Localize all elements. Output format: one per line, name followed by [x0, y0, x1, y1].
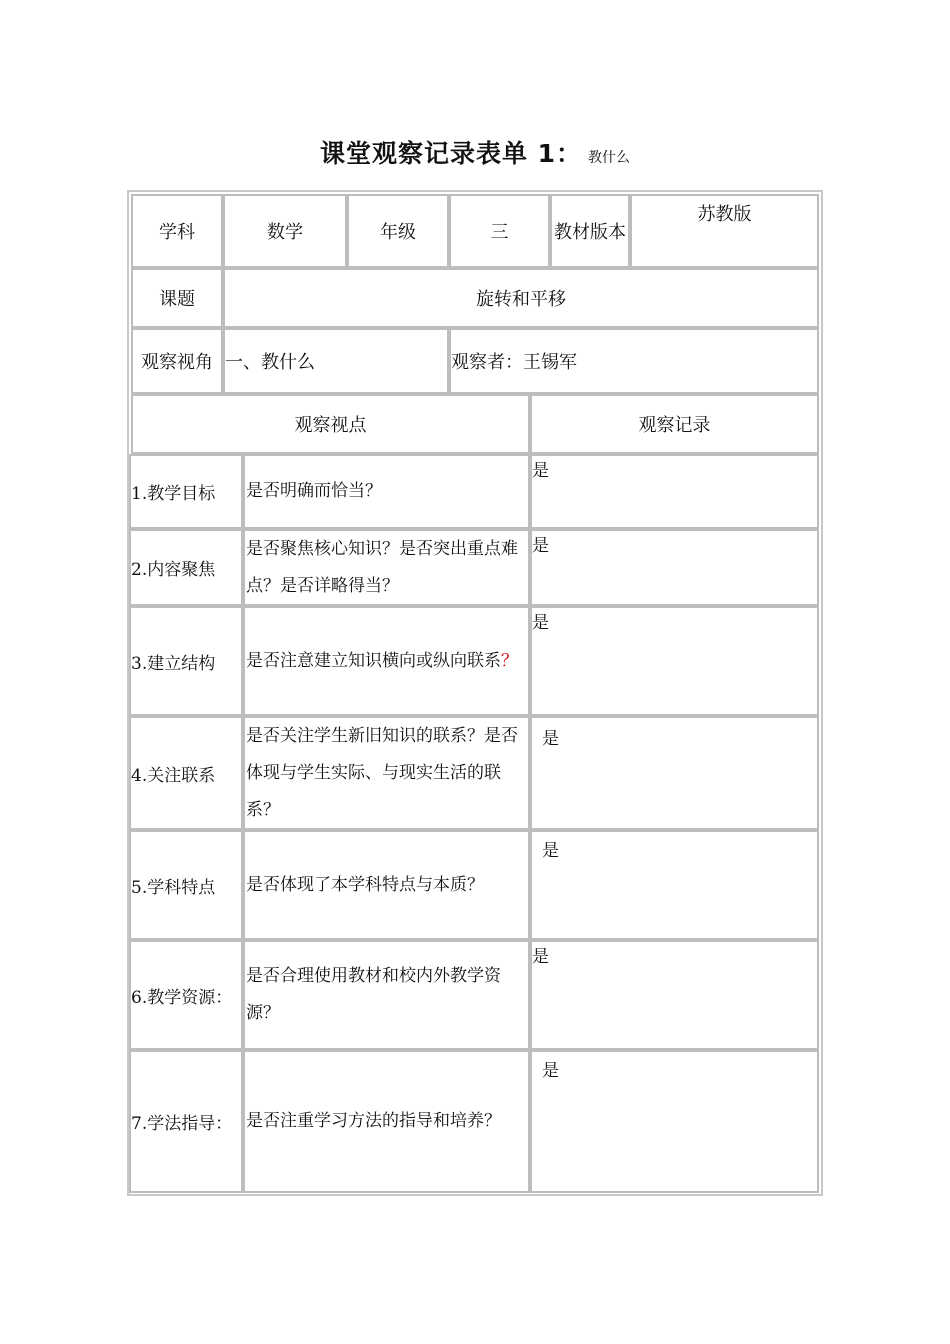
item-question: 是否聚焦核心知识？是否突出重点难点？是否详略得当？: [243, 529, 530, 606]
item-record: 是: [530, 716, 819, 830]
item-record: 是: [530, 1050, 819, 1193]
perspective-value: 一、教什么: [223, 328, 449, 394]
grade-label: 年级: [347, 194, 449, 268]
title-sub: 教什么: [588, 150, 631, 166]
question-text: 是否注意建立知识横向或纵向联系: [246, 650, 501, 671]
item-label: 4.关注联系: [129, 716, 243, 830]
observer: 观察者：王锡军: [449, 328, 819, 394]
page-title: [0, 134, 950, 170]
item-question: [243, 606, 530, 716]
item-record: 是: [530, 454, 819, 529]
edition-value: 苏教版: [630, 194, 819, 268]
item-label: 6.教学资源：: [129, 940, 243, 1050]
subject-label: 学科: [131, 194, 223, 268]
perspective-label: 观察视角: [131, 328, 223, 394]
question-mark: ？: [501, 650, 518, 671]
item-record: 是: [530, 529, 819, 606]
item-question: 是否体现了本学科特点与本质？: [243, 830, 530, 940]
item-label: 3.建立结构: [129, 606, 243, 716]
item-question: 是否合理使用教材和校内外教学资源？: [243, 940, 530, 1050]
item-question: 是否注重学习方法的指导和培养？: [243, 1050, 530, 1193]
grade-value: 三: [449, 194, 550, 268]
topic-label: 课题: [131, 268, 223, 328]
item-record: 是: [530, 830, 819, 940]
item-record: 是: [530, 606, 819, 716]
item-label: 2.内容聚焦: [129, 529, 243, 606]
record-header: 观察记录: [530, 394, 819, 454]
viewpoint-header: 观察视点: [131, 394, 530, 454]
item-record: 是: [530, 940, 819, 1050]
item-question: 是否关注学生新旧知识的联系？是否体现与学生实际、与现实生活的联系？: [243, 716, 530, 830]
item-label: 5.学科特点: [129, 830, 243, 940]
edition-label: 教材版本: [550, 194, 630, 268]
title-main: 课堂观察记录表单 1：: [319, 139, 583, 168]
topic-value: 旋转和平移: [223, 268, 819, 328]
item-label: 1.教学目标: [129, 454, 243, 529]
subject-value: 数学: [223, 194, 347, 268]
item-label: 7.学法指导：: [129, 1050, 243, 1193]
item-question: 是否明确而恰当？: [243, 454, 530, 529]
